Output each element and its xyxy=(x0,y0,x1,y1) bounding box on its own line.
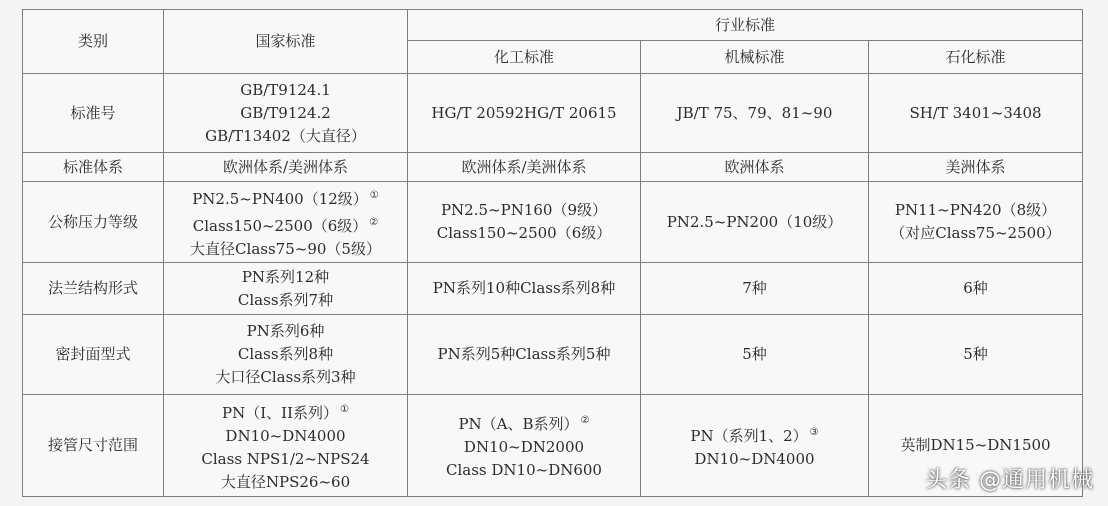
cell-line: Class系列8种 xyxy=(237,345,334,363)
cell-line: DN10~DN4000 xyxy=(225,426,346,445)
machinery-system: 欧洲体系 xyxy=(641,153,869,182)
cell-text: Class150~2500（6级） xyxy=(192,216,368,235)
national-flange xyxy=(164,263,408,315)
machinery-pressure: PN2.5~PN200（10级） xyxy=(641,182,869,263)
national-pipe xyxy=(164,395,408,497)
cell-line xyxy=(412,409,636,436)
cell-line: 大直径Class75~90（5级） xyxy=(190,239,381,258)
petrochemical-system: 美洲体系 xyxy=(869,153,1083,182)
footnote-mark: ① xyxy=(369,189,379,201)
table-row xyxy=(23,182,1083,263)
cell-line: Class DN10~DN600 xyxy=(446,461,602,479)
row-label-flange: 法兰结构形式 xyxy=(23,263,164,315)
cell-line: PN系列6种 xyxy=(246,322,325,340)
petrochemical-flange: 6种 xyxy=(869,263,1083,315)
machinery-pipe xyxy=(641,395,869,497)
cell-text: PN2.5~PN400（12级） xyxy=(192,189,368,208)
header-petrochemical: 石化标准 xyxy=(869,41,1083,74)
cell-line: PN2.5~PN160（9级） xyxy=(440,201,608,219)
row-label-standard-no: 标准号 xyxy=(23,74,164,153)
row-label-pipe: 接管尺寸范围 xyxy=(23,395,164,497)
cell-line: PN系列12种 xyxy=(241,267,330,286)
cell-line xyxy=(168,184,403,211)
national-standard-no xyxy=(164,74,408,153)
cell-line xyxy=(645,421,864,448)
petrochemical-standard-no: SH/T 3401~3408 xyxy=(869,74,1083,153)
table-row xyxy=(23,315,1083,395)
header-category: 类别 xyxy=(23,10,164,74)
cell-text: PN（系列1、2） xyxy=(690,426,808,445)
table-row xyxy=(23,153,1083,182)
cell-line: GB/T9124.2 xyxy=(240,103,331,122)
watermark: 头条 @通用机械 xyxy=(925,468,1094,493)
petrochemical-pressure xyxy=(869,182,1083,263)
cell-line: DN10~DN4000 xyxy=(694,449,815,468)
chemical-seal: PN系列5种Class系列5种 xyxy=(408,315,641,395)
machinery-seal: 5种 xyxy=(641,315,869,395)
chemical-system: 欧洲体系/美洲体系 xyxy=(408,153,641,182)
footnote-mark: ② xyxy=(580,415,590,426)
chemical-pipe xyxy=(408,395,641,497)
footnote-mark: ① xyxy=(340,403,349,415)
chemical-standard-no: HG/T 20592HG/T 20615 xyxy=(408,74,641,153)
footnote-mark: ③ xyxy=(809,426,819,438)
machinery-standard-no: JB/T 75、79、81~90 xyxy=(641,74,869,153)
table-row xyxy=(23,74,1083,153)
machinery-flange: 7种 xyxy=(641,263,869,315)
national-seal xyxy=(164,315,408,395)
chemical-flange: PN系列10种Class系列8种 xyxy=(408,263,641,315)
petrochemical-seal: 5种 xyxy=(869,315,1083,395)
header-industry: 行业标准 xyxy=(408,10,1083,41)
cell-line: GB/T13402（大直径） xyxy=(205,126,366,145)
header-national: 国家标准 xyxy=(164,10,408,74)
cell-line: 大直径NPS26~60 xyxy=(220,472,351,491)
header-machinery: 机械标准 xyxy=(641,41,869,74)
cell-line: PN11~PN420（8级） xyxy=(894,201,1057,219)
national-system: 欧洲体系/美洲体系 xyxy=(164,153,408,182)
cell-line: 大口径Class系列3种 xyxy=(215,368,356,386)
cell-line: DN10~DN2000 xyxy=(463,438,585,456)
cell-line: Class NPS1/2~NPS24 xyxy=(201,449,370,468)
row-label-system: 标准体系 xyxy=(23,153,164,182)
header-chemical: 化工标准 xyxy=(408,41,641,74)
chemical-pressure xyxy=(408,182,641,263)
cell-line: （对应Class75~2500） xyxy=(890,224,1061,242)
cell-line xyxy=(168,398,403,425)
cell-text: PN（I、II系列） xyxy=(222,403,339,422)
flange-standards-table xyxy=(22,9,1083,497)
cell-line: Class系列7种 xyxy=(237,290,334,309)
cell-line xyxy=(168,211,403,238)
cell-line: Class150~2500（6级） xyxy=(436,224,612,242)
cell-line: GB/T9124.1 xyxy=(240,80,331,99)
row-label-seal: 密封面型式 xyxy=(23,315,164,395)
cell-text: PN（A、B系列） xyxy=(458,415,579,433)
footnote-mark: ② xyxy=(369,216,379,228)
table-row xyxy=(23,263,1083,315)
table-row xyxy=(23,395,1083,497)
petrochemical-pipe: 英制DN15~DN1500 xyxy=(869,395,1083,497)
national-pressure xyxy=(164,182,408,263)
row-label-pressure: 公称压力等级 xyxy=(23,182,164,263)
